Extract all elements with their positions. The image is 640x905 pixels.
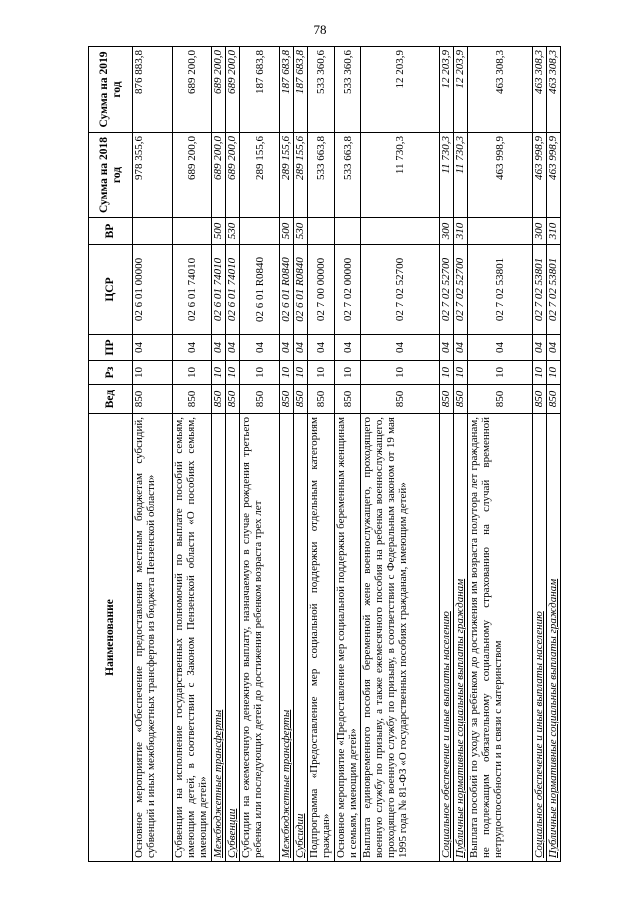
cell-ved: 850 [279,385,293,414]
cell-ved: 850 [467,385,532,414]
cell-name: Публичные нормативные социальные выплаты гражданам [546,414,560,862]
table-row [172,47,212,862]
cell-sum-2019: 12 203,9 [361,47,439,133]
table-row [533,47,547,862]
cell-name: Социальное обеспечение и иные выплаты населению [439,414,453,862]
cell-sum-2019: 187 683,8 [279,47,293,133]
cell-name: Выплата пособий по уходу за ребёнком до достижения им возраста полутора лет гражданам, не подлежащим обязательному социальному страхованию на случай временной нетрудоспособности и в связи с материнством [467,414,532,862]
cell-sum-2018: 289 155,6 [293,133,307,218]
cell-rz: 10 [133,361,173,385]
table-row [439,47,453,862]
cell-sum-2018: 463 998,9 [533,133,547,218]
cell-sum-2019: 463 308,3 [467,47,532,133]
table-row [453,47,467,862]
header-name: Наименование [89,414,133,862]
cell-sum-2019: 12 203,9 [439,47,453,133]
cell-ved: 850 [172,385,212,414]
cell-csr: 02 6 01 74010 [212,245,226,335]
cell-ved: 850 [240,385,280,414]
cell-pr: 04 [307,335,334,361]
header-ved: Вед [89,385,133,414]
cell-sum-2018: 978 355,6 [133,133,173,218]
cell-rz: 10 [546,361,560,385]
cell-csr: 02 6 01 R0840 [240,245,280,335]
table-row [546,47,560,862]
cell-rz: 10 [467,361,532,385]
cell-ved: 850 [293,385,307,414]
cell-name: Основное мероприятие «Предоставление мер социальной поддержки беременным женщинам и семьям, имеющим детей» [334,414,361,862]
cell-csr: 02 6 01 74010 [172,245,212,335]
cell-name: Публичные нормативные социальные выплаты гражданам [453,414,467,862]
cell-vr: 310 [453,218,467,245]
cell-vr: 500 [279,218,293,245]
table-row [467,47,532,862]
cell-sum-2019: 12 203,9 [453,47,467,133]
cell-sum-2019: 463 308,3 [546,47,560,133]
table-row [240,47,280,862]
cell-sum-2019: 463 308,3 [533,47,547,133]
cell-rz: 10 [361,361,439,385]
cell-ved: 850 [533,385,547,414]
cell-name: Социальное обеспечение и иные выплаты населению [533,414,547,862]
header-vr: ВР [89,218,133,245]
cell-sum-2018: 689 200,0 [172,133,212,218]
cell-rz: 10 [172,361,212,385]
cell-sum-2018: 289 155,6 [240,133,280,218]
table-row [133,47,173,862]
cell-name: Основное мероприятие «Обеспечение предоставления местным бюджетам субсидий, субвенций и иных межбюджетных трансфертов из бюджета Пензенской области» [133,414,173,862]
cell-sum-2019: 689 200,0 [226,47,240,133]
cell-vr [240,218,280,245]
cell-ved: 850 [361,385,439,414]
cell-pr: 04 [240,335,280,361]
cell-pr: 04 [226,335,240,361]
cell-sum-2018: 11 730,3 [439,133,453,218]
cell-sum-2019: 533 360,6 [307,47,334,133]
header-row [89,47,133,862]
table-row [361,47,439,862]
cell-rz: 10 [439,361,453,385]
cell-pr: 04 [133,335,173,361]
cell-sum-2019: 187 683,8 [293,47,307,133]
cell-rz: 10 [293,361,307,385]
cell-name: Выплата единовременного пособия беременной жене военнослужащего, проходящего военную службу по призыву, а также ежемесячного пособия на ребенка военнослужащего, проходящего военную службу по призыву, в соответствии с Федеральным законом от 19 мая 1995 года № 81-ФЗ «О государственных пособиях гражданам, имеющим детей» [361,414,439,862]
cell-ved: 850 [212,385,226,414]
cell-ved: 850 [546,385,560,414]
cell-csr: 02 6 01 00000 [133,245,173,335]
cell-pr: 04 [361,335,439,361]
cell-csr: 02 7 02 00000 [334,245,361,335]
cell-sum-2019: 533 360,6 [334,47,361,133]
cell-sum-2018: 689 200,0 [226,133,240,218]
cell-name: Субвенции [226,414,240,862]
cell-pr: 04 [172,335,212,361]
cell-rz: 10 [279,361,293,385]
cell-rz: 10 [307,361,334,385]
cell-sum-2019: 689 200,0 [172,47,212,133]
cell-csr: 02 6 01 R0840 [279,245,293,335]
cell-csr: 02 7 00 00000 [307,245,334,335]
cell-name: Субсидии [293,414,307,862]
header-csr: ЦСР [89,245,133,335]
rotated-table-container [88,47,561,862]
table-row [307,47,334,862]
cell-pr: 04 [293,335,307,361]
cell-sum-2019: 876 883,8 [133,47,173,133]
cell-ved: 850 [307,385,334,414]
cell-ved: 850 [133,385,173,414]
cell-vr: 300 [533,218,547,245]
cell-sum-2018: 289 155,6 [279,133,293,218]
table-row [279,47,293,862]
cell-vr [307,218,334,245]
cell-vr [172,218,212,245]
cell-sum-2018: 11 730,3 [453,133,467,218]
cell-ved: 850 [226,385,240,414]
cell-sum-2018: 533 663,8 [307,133,334,218]
cell-csr: 02 6 01 R0840 [293,245,307,335]
cell-pr: 04 [439,335,453,361]
table-row [334,47,361,862]
cell-sum-2018: 463 998,9 [546,133,560,218]
cell-vr: 530 [293,218,307,245]
cell-pr: 04 [546,335,560,361]
cell-sum-2019: 689 200,0 [212,47,226,133]
cell-sum-2018: 11 730,3 [361,133,439,218]
page-number: 78 [313,22,327,37]
rotated-table-wrapper [88,47,561,862]
cell-rz: 10 [240,361,280,385]
cell-csr: 02 7 02 52700 [453,245,467,335]
cell-vr [133,218,173,245]
cell-ved: 850 [453,385,467,414]
cell-name: Субвенции на исполнение государственных полномочий по выплате пособий семьям, имеющим детей, в соответствии с Законом Пензенской области «О пособиях семьям, имеющим детей» [172,414,212,862]
cell-sum-2019: 187 683,8 [240,47,280,133]
cell-pr: 04 [334,335,361,361]
cell-pr: 04 [453,335,467,361]
cell-pr: 04 [279,335,293,361]
cell-pr: 04 [467,335,532,361]
cell-csr: 02 6 01 74010 [226,245,240,335]
cell-rz: 10 [453,361,467,385]
table-row [212,47,226,862]
cell-ved: 850 [334,385,361,414]
cell-sum-2018: 533 663,8 [334,133,361,218]
cell-pr: 04 [212,335,226,361]
cell-csr: 02 7 02 52700 [361,245,439,335]
header-sum-2018: Сумма на 2018 год [89,133,133,218]
cell-name: Подпрограмма «Предоставление мер социальной поддержки отдельным категориям граждан» [307,414,334,862]
cell-vr [467,218,532,245]
cell-name: Межбюджетные трансферты [279,414,293,862]
cell-vr: 500 [212,218,226,245]
cell-csr: 02 7 02 53801 [546,245,560,335]
cell-name: Субсидии на ежемесячную денежную выплату, назначаемую в случае рождения третьего ребенка или последующих детей до достижения ребенком возраста трех лет [240,414,280,862]
cell-csr: 02 7 02 52700 [439,245,453,335]
cell-rz: 10 [334,361,361,385]
header-rz: Рз [89,361,133,385]
cell-vr [361,218,439,245]
cell-name: Межбюджетные трансферты [212,414,226,862]
header-sum-2019: Сумма на 2019 год [89,47,133,133]
cell-vr: 530 [226,218,240,245]
table-row [226,47,240,862]
table-row [293,47,307,862]
cell-rz: 10 [226,361,240,385]
cell-vr: 310 [546,218,560,245]
cell-vr: 300 [439,218,453,245]
cell-sum-2018: 463 998,9 [467,133,532,218]
cell-pr: 04 [533,335,547,361]
cell-rz: 10 [533,361,547,385]
budget-table [88,46,561,862]
cell-ved: 850 [439,385,453,414]
cell-csr: 02 7 02 53801 [467,245,532,335]
cell-csr: 02 7 02 53801 [533,245,547,335]
cell-sum-2018: 689 200,0 [212,133,226,218]
cell-vr [334,218,361,245]
header-pr: ПР [89,335,133,361]
cell-rz: 10 [212,361,226,385]
